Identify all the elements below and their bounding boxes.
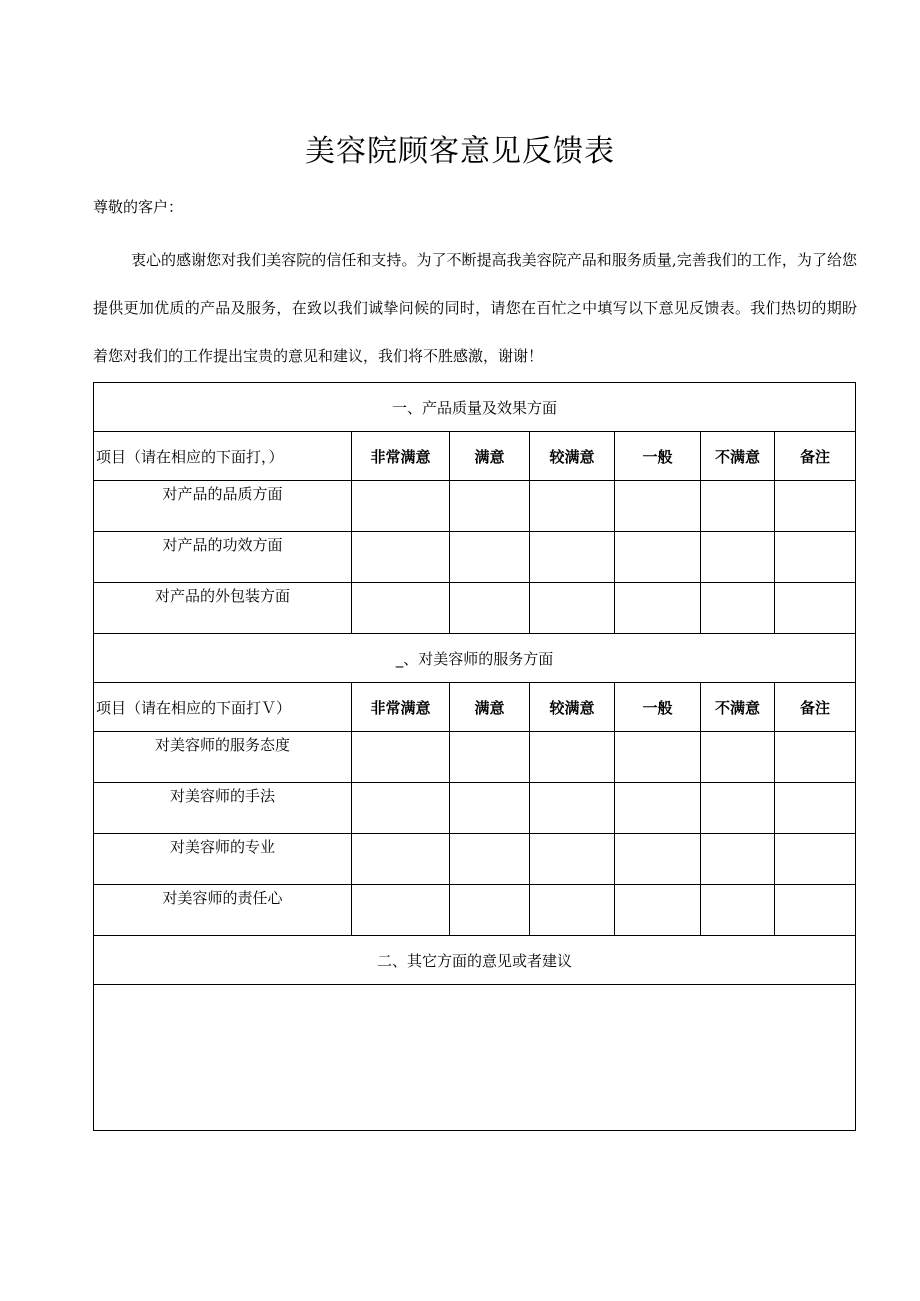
- rating-cell-satisfied[interactable]: [450, 732, 530, 783]
- rating-cell-dissatisfied[interactable]: [701, 481, 775, 532]
- item-label: 对美容师的手法: [94, 783, 352, 834]
- rating-cell-satisfied[interactable]: [450, 532, 530, 583]
- rating-cell-fairly-satisfied[interactable]: [530, 783, 615, 834]
- column-dissatisfied: 不满意: [701, 432, 775, 481]
- rating-cell-fairly-satisfied[interactable]: [530, 834, 615, 885]
- remarks-cell[interactable]: [775, 834, 856, 885]
- rating-cell-satisfied[interactable]: [450, 783, 530, 834]
- section-heading-other: 二、其它方面的意见或者建议: [94, 936, 856, 985]
- rating-cell-dissatisfied[interactable]: [701, 783, 775, 834]
- rating-cell-dissatisfied[interactable]: [701, 834, 775, 885]
- rating-cell-very-satisfied[interactable]: [352, 783, 450, 834]
- remarks-cell[interactable]: [775, 583, 856, 634]
- rating-cell-satisfied[interactable]: [450, 885, 530, 936]
- column-fairly-satisfied: 较满意: [530, 683, 615, 732]
- column-header-row: [94, 683, 856, 732]
- rating-cell-average[interactable]: [615, 783, 701, 834]
- rating-cell-average[interactable]: [615, 732, 701, 783]
- remarks-cell[interactable]: [775, 732, 856, 783]
- remarks-cell[interactable]: [775, 481, 856, 532]
- table-row: [94, 532, 856, 583]
- rating-cell-satisfied[interactable]: [450, 583, 530, 634]
- rating-cell-dissatisfied[interactable]: [701, 732, 775, 783]
- table-row: [94, 885, 856, 936]
- column-satisfied: 满意: [450, 683, 530, 732]
- form-title: 美容院顾客意见反馈表: [305, 134, 615, 169]
- rating-cell-average[interactable]: [615, 834, 701, 885]
- remarks-cell[interactable]: [775, 885, 856, 936]
- rating-cell-satisfied[interactable]: [450, 834, 530, 885]
- column-very-satisfied: 非常满意: [352, 432, 450, 481]
- column-very-satisfied: 非常满意: [352, 683, 450, 732]
- section-heading-product: 一、产品质量及效果方面: [94, 383, 856, 432]
- rating-cell-very-satisfied[interactable]: [352, 481, 450, 532]
- item-label: 对产品的外包装方面: [94, 583, 352, 634]
- item-column-label: 项目（请在相应的下面打Ｖ）: [94, 683, 352, 732]
- rating-cell-fairly-satisfied[interactable]: [530, 732, 615, 783]
- item-label: 对产品的功效方面: [94, 532, 352, 583]
- section-heading-service: _、对美容师的服务方面: [94, 634, 856, 683]
- column-satisfied: 满意: [450, 432, 530, 481]
- rating-cell-average[interactable]: [615, 532, 701, 583]
- item-label: 对美容师的服务态度: [94, 732, 352, 783]
- rating-cell-very-satisfied[interactable]: [352, 583, 450, 634]
- column-dissatisfied: 不满意: [701, 683, 775, 732]
- rating-cell-very-satisfied[interactable]: [352, 532, 450, 583]
- rating-cell-satisfied[interactable]: [450, 481, 530, 532]
- feedback-table: [93, 382, 856, 1131]
- rating-cell-average[interactable]: [615, 481, 701, 532]
- item-label: 对美容师的专业: [94, 834, 352, 885]
- column-header-row: [94, 432, 856, 481]
- column-remarks: 备注: [775, 432, 856, 481]
- rating-cell-average[interactable]: [615, 583, 701, 634]
- remarks-cell[interactable]: [775, 532, 856, 583]
- rating-cell-fairly-satisfied[interactable]: [530, 532, 615, 583]
- column-average: 一般: [615, 432, 701, 481]
- rating-cell-very-satisfied[interactable]: [352, 732, 450, 783]
- salutation: 尊敬的客户：: [93, 198, 184, 216]
- column-fairly-satisfied: 较满意: [530, 432, 615, 481]
- item-label: 对产品的品质方面: [94, 481, 352, 532]
- rating-cell-fairly-satisfied[interactable]: [530, 583, 615, 634]
- rating-cell-dissatisfied[interactable]: [701, 532, 775, 583]
- table-row: [94, 583, 856, 634]
- rating-cell-dissatisfied[interactable]: [701, 583, 775, 634]
- rating-cell-fairly-satisfied[interactable]: [530, 481, 615, 532]
- rating-cell-very-satisfied[interactable]: [352, 885, 450, 936]
- remarks-cell[interactable]: [775, 783, 856, 834]
- column-average: 一般: [615, 683, 701, 732]
- rating-cell-very-satisfied[interactable]: [352, 834, 450, 885]
- rating-cell-average[interactable]: [615, 885, 701, 936]
- item-label: 对美容师的责任心: [94, 885, 352, 936]
- rating-cell-fairly-satisfied[interactable]: [530, 885, 615, 936]
- table-row: [94, 481, 856, 532]
- column-remarks: 备注: [775, 683, 856, 732]
- table-row: [94, 732, 856, 783]
- rating-cell-dissatisfied[interactable]: [701, 885, 775, 936]
- table-row: [94, 783, 856, 834]
- intro-paragraph: 衷心的感谢您对我们美容院的信任和支持。为了不断提高我美容院产品和服务质量,完善我们的工作，为了给您提供更加优质的产品及服务，在致以我们诚挚问候的同时，请您在百忙之中填写以下意见反馈表。我们热切的期盼着您对我们的工作提出宝贵的意见和建议，我们将不胜感激，谢谢！: [93, 251, 857, 365]
- table-row: [94, 834, 856, 885]
- comments-area[interactable]: [94, 985, 856, 1131]
- item-column-label: 项目（请在相应的下面打，）: [94, 432, 352, 481]
